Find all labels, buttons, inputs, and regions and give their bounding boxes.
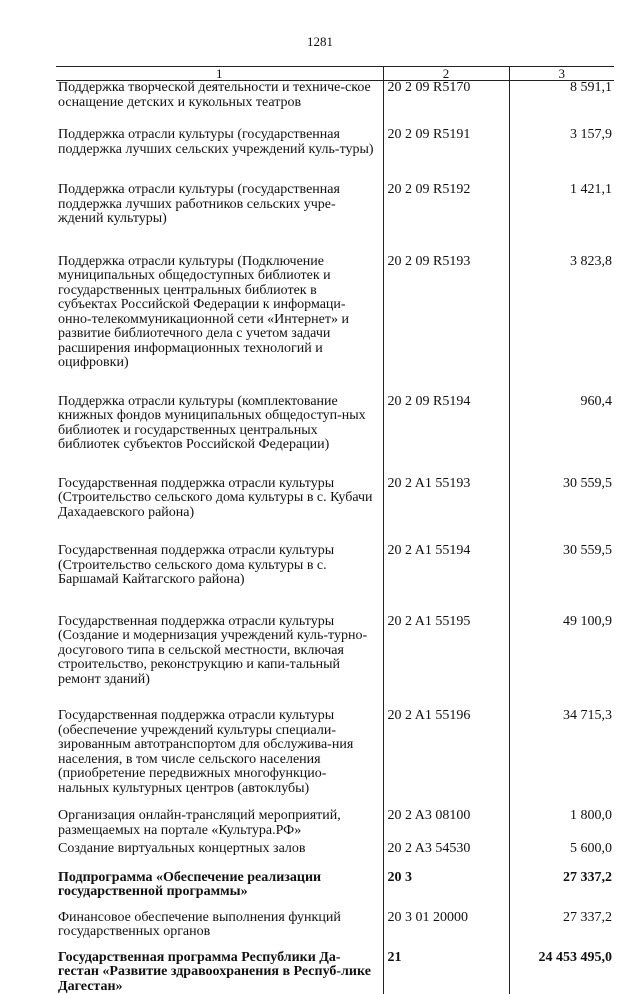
row-code: 20 3 01 20000	[383, 911, 509, 951]
row-amount: 1 421,1	[509, 183, 614, 255]
column-header-3: 3	[509, 67, 614, 81]
row-name: Государственная поддержка отрасли культуры (обеспечение учреждений культуры специали-зированным автотранспортом для обслужива-ния населения, в том числе сельского населения (приобретение передвижных многофункцио-нальных культурных центров (автоклубы)	[56, 709, 383, 809]
row-amount: 5 600,0	[509, 842, 614, 871]
row-amount: 3 823,8	[509, 255, 614, 395]
table-row	[56, 183, 614, 255]
row-amount: 8 591,1	[509, 81, 614, 129]
row-code: 20 3	[383, 871, 509, 911]
row-amount: 960,4	[509, 395, 614, 477]
row-name: Государственная поддержка отрасли культуры (Строительство сельского дома культуры в с. Кубачи Дахадаевского района)	[56, 477, 383, 545]
row-name: Подпрограмма «Обеспечение реализации государственной программы»	[56, 871, 383, 911]
row-amount: 49 100,9	[509, 615, 614, 710]
table-row	[56, 809, 614, 842]
row-code: 20 2 A1 55193	[383, 477, 509, 545]
row-name: Поддержка отрасли культуры (государственная поддержка лучших сельских учреждений куль-туры)	[56, 128, 383, 183]
row-amount: 30 559,5	[509, 544, 614, 615]
page-number: 1281	[0, 34, 640, 50]
row-amount: 30 559,5	[509, 477, 614, 545]
table-header-row	[56, 67, 614, 81]
row-amount: 27 337,2	[509, 911, 614, 951]
table-row	[56, 128, 614, 183]
row-name: Финансовое обеспечение выполнения функций государственных органов	[56, 911, 383, 951]
table-body	[56, 81, 614, 994]
row-code: 20 2 A3 08100	[383, 809, 509, 842]
row-code: 20 2 09 R5193	[383, 255, 509, 395]
table-row	[56, 395, 614, 477]
table-row	[56, 951, 614, 994]
row-code: 20 2 09 R5170	[383, 81, 509, 129]
table-row	[56, 477, 614, 545]
table-row	[56, 615, 614, 710]
row-name: Государственная поддержка отрасли культуры (Создание и модернизация учреждений куль-турно-досугового типа в сельской местности, включая строительство, реконструкцию и капи-тальный ремонт зданий)	[56, 615, 383, 710]
row-code: 20 2 A3 54530	[383, 842, 509, 871]
row-name: Поддержка творческой деятельности и техниче-ское оснащение детских и кукольных театров	[56, 81, 383, 129]
column-header-2: 2	[383, 67, 509, 81]
row-code: 20 2 09 R5191	[383, 128, 509, 183]
row-name: Поддержка отрасли культуры (Подключение муниципальных общедоступных библиотек и государственных центральных библиотек в субъектах Российской Федерации к информаци-онно-телекоммуникационной сети «Интернет» и развитие библиотечного дела с учетом задачи расширения информационных технологий и оцифровки)	[56, 255, 383, 395]
column-header-1: 1	[56, 67, 383, 81]
row-code: 20 2 A1 55194	[383, 544, 509, 615]
row-amount: 27 337,2	[509, 871, 614, 911]
row-name: Государственная поддержка отрасли культуры (Строительство сельского дома культуры в с. Баршамай Кайтагского района)	[56, 544, 383, 615]
table-row	[56, 709, 614, 809]
row-code: 20 2 09 R5192	[383, 183, 509, 255]
row-code: 21	[383, 951, 509, 994]
table-row	[56, 255, 614, 395]
row-amount: 34 715,3	[509, 709, 614, 809]
row-code: 20 2 A1 55195	[383, 615, 509, 710]
row-code: 20 2 A1 55196	[383, 709, 509, 809]
row-amount: 1 800,0	[509, 809, 614, 842]
table-row	[56, 544, 614, 615]
row-amount: 24 453 495,0	[509, 951, 614, 994]
row-name: Создание виртуальных концертных залов	[56, 842, 383, 871]
row-code: 20 2 09 R5194	[383, 395, 509, 477]
table-row	[56, 842, 614, 871]
row-name: Поддержка отрасли культуры (государственная поддержка лучших работников сельских учре-ждений культуры)	[56, 183, 383, 255]
table-row	[56, 81, 614, 129]
row-name: Поддержка отрасли культуры (комплектование книжных фондов муниципальных общедоступ-ных библиотек и государственных центральных библиотек субъектов Российской Федерации)	[56, 395, 383, 477]
table-row	[56, 911, 614, 951]
budget-table	[56, 66, 614, 994]
row-name: Организация онлайн-трансляций мероприятий, размещаемых на портале «Культура.РФ»	[56, 809, 383, 842]
row-name: Государственная программа Республики Да-гестан «Развитие здравоохранения в Респуб-лике Дагестан»	[56, 951, 383, 994]
row-amount: 3 157,9	[509, 128, 614, 183]
